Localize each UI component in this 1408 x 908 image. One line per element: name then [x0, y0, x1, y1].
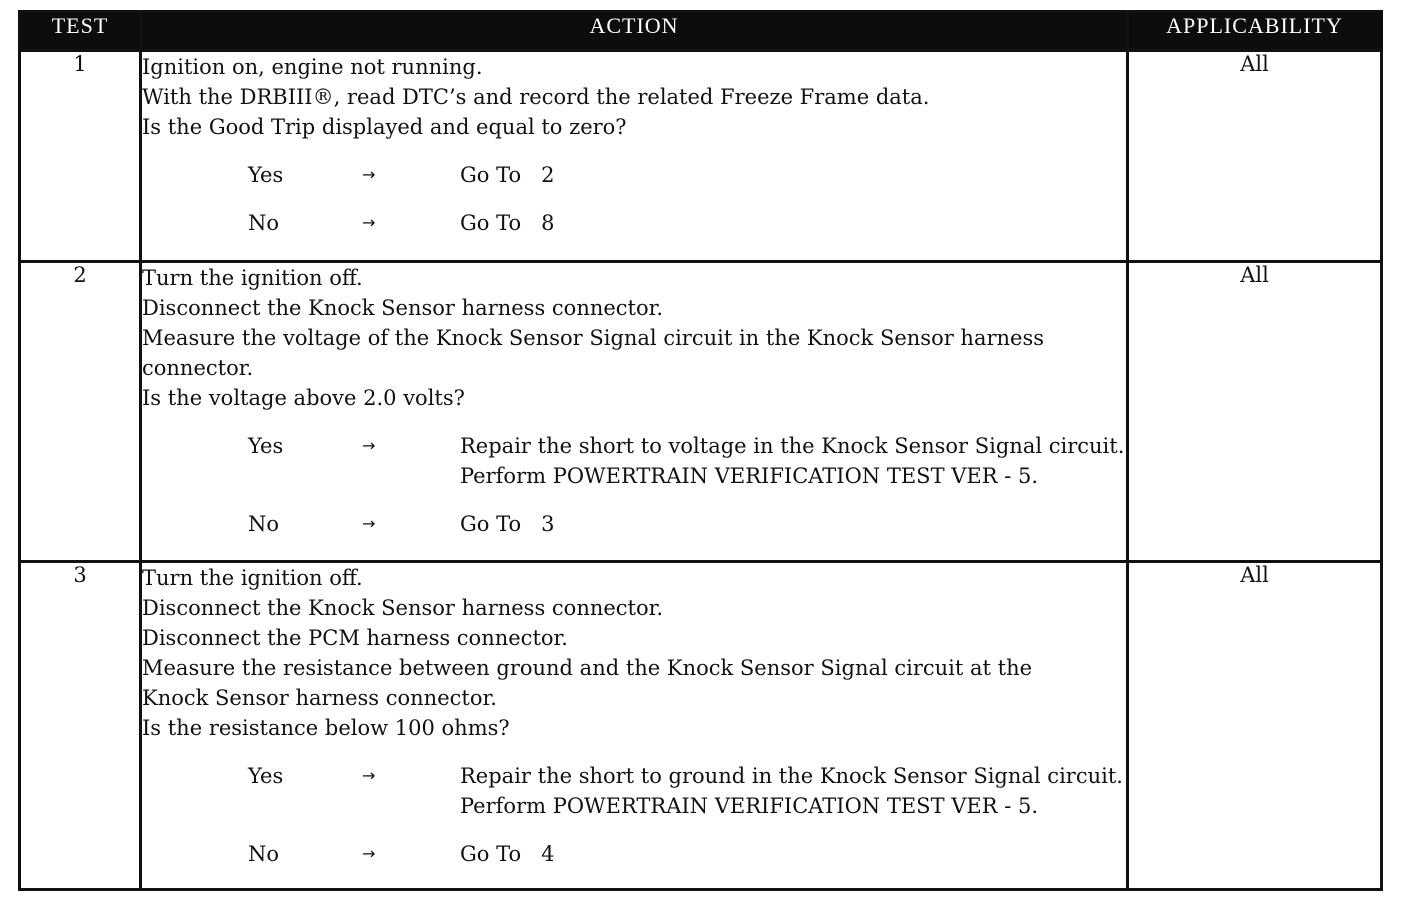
outcome-result	[460, 839, 1126, 869]
outcome-no	[248, 509, 1126, 539]
step-text: Knock Sensor harness connector.	[142, 686, 497, 710]
diagnostic-test-table	[18, 10, 1383, 891]
action-steps	[142, 563, 1126, 743]
arrow-right-icon: →	[362, 436, 376, 455]
step-text: Measure the voltage of the Knock Sensor Signal circuit in the Knock Sensor harness	[142, 326, 1045, 350]
test-number: 2	[20, 262, 141, 562]
outcome-no	[248, 208, 1126, 238]
outcome-result	[460, 761, 1126, 821]
answer-label: No	[248, 211, 280, 235]
test-number: 1	[20, 51, 141, 262]
action-cell	[141, 562, 1128, 890]
answer-label: Yes	[248, 163, 284, 187]
arrow-right-icon: →	[362, 514, 376, 533]
result-text: Repair the short to ground in the Knock Sensor Signal circuit.	[460, 764, 1123, 788]
step-text: Is the Good Trip displayed and equal to zero?	[142, 115, 627, 139]
step-text: connector.	[142, 356, 254, 380]
table-row	[20, 51, 1382, 262]
outcome-result	[460, 160, 1126, 190]
answer-label: No	[248, 842, 280, 866]
result-text: Perform POWERTRAIN VERIFICATION TEST VER - 5.	[460, 464, 1039, 488]
outcome-yes	[248, 160, 1126, 190]
step-text: Turn the ignition off.	[142, 566, 363, 590]
arrow-right-icon: →	[362, 213, 376, 232]
applicability-value: All	[1128, 51, 1382, 262]
answer-label: Yes	[248, 434, 284, 458]
step-text: Is the voltage above 2.0 volts?	[142, 386, 465, 410]
step-text: Disconnect the Knock Sensor harness connector.	[142, 596, 664, 620]
step-text: Disconnect the PCM harness connector.	[142, 626, 568, 650]
applicability-value: All	[1128, 562, 1382, 890]
table-row	[20, 562, 1382, 890]
step-text: Is the resistance below 100 ohms?	[142, 716, 510, 740]
outcome-result	[460, 208, 1126, 238]
answer-label: No	[248, 512, 280, 536]
step-text: Measure the resistance between ground and the Knock Sensor Signal circuit at the	[142, 656, 1033, 680]
step-text: Ignition on, engine not running.	[142, 55, 483, 79]
outcome-yes	[248, 431, 1126, 491]
action-cell	[141, 262, 1128, 562]
result-text: Go To 2	[460, 163, 555, 187]
arrow-right-icon: →	[362, 165, 376, 184]
header-test: TEST	[20, 12, 141, 51]
table-row	[20, 262, 1382, 562]
action-steps	[142, 263, 1126, 413]
outcome-result	[460, 431, 1126, 491]
applicability-value: All	[1128, 262, 1382, 562]
test-number: 3	[20, 562, 141, 890]
result-text: Repair the short to voltage in the Knock Sensor Signal circuit.	[460, 434, 1125, 458]
result-text: Go To 3	[460, 512, 555, 536]
arrow-right-icon: →	[362, 766, 376, 785]
step-text: Turn the ignition off.	[142, 266, 363, 290]
header-applicability: APPLICABILITY	[1128, 12, 1382, 51]
header-row	[20, 12, 1382, 51]
outcome-yes	[248, 761, 1126, 821]
result-text: Perform POWERTRAIN VERIFICATION TEST VER - 5.	[460, 794, 1039, 818]
answer-label: Yes	[248, 764, 284, 788]
result-text: Go To 8	[460, 211, 555, 235]
action-steps	[142, 52, 1126, 142]
action-cell	[141, 51, 1128, 262]
result-text: Go To 4	[460, 842, 555, 866]
outcome-result	[460, 509, 1126, 539]
step-text: With the DRBIII®, read DTC’s and record the related Freeze Frame data.	[142, 85, 930, 109]
header-action: ACTION	[141, 12, 1128, 51]
outcome-no	[248, 839, 1126, 869]
step-text: Disconnect the Knock Sensor harness connector.	[142, 296, 664, 320]
arrow-right-icon: →	[362, 844, 376, 863]
